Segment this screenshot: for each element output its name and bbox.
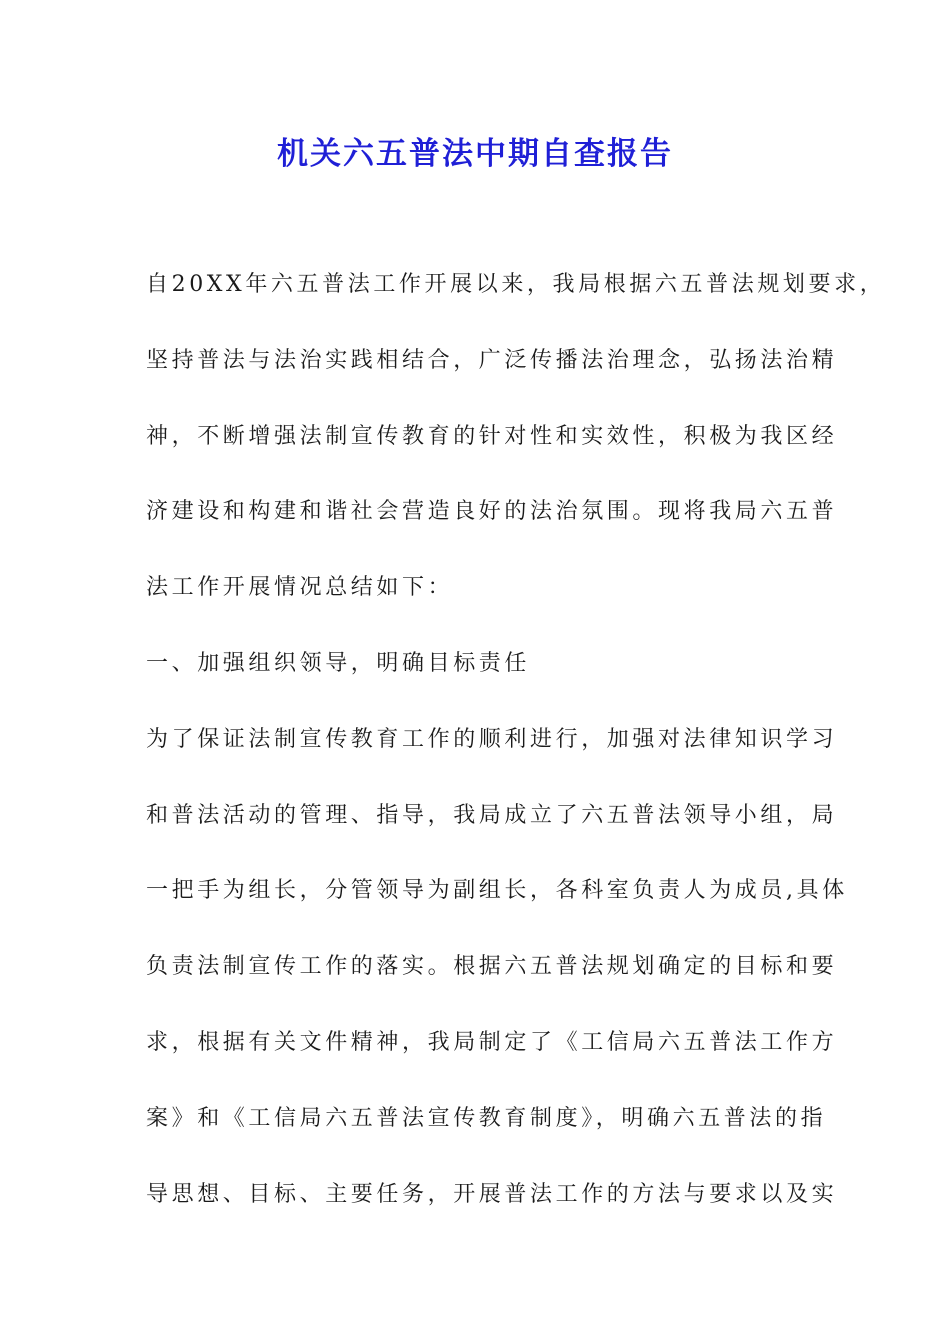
body-line: 济建设和构建和谐社会营造良好的法治氛围。现将我局六五普 [146, 499, 838, 525]
body-line: 自20XX年六五普法工作开展以来，我局根据六五普法规划要求， [146, 272, 886, 297]
body-line: 为了保证法制宣传教育工作的顺利进行，加强对法律知识学习 [146, 726, 838, 752]
document-body [146, 262, 886, 1247]
body-line: 坚持普法与法治实践相结合，广泛传播法治理念，弘扬法治精 [146, 347, 838, 373]
section-heading: 一、加强组织领导，明确目标责任 [146, 650, 531, 676]
body-line: 负责法制宣传工作的落实。根据六五普法规划确定的目标和要 [146, 954, 838, 980]
body-line: 求，根据有关文件精神，我局制定了《工信局六五普法工作方 [146, 1029, 838, 1055]
document-title: 机关六五普法中期自查报告 [277, 136, 673, 172]
body-line: 导思想、目标、主要任务，开展普法工作的方法与要求以及实 [146, 1181, 838, 1207]
body-line: 一把手为组长，分管领导为副组长，各科室负责人为成员,具体 [146, 878, 848, 904]
body-line: 案》和《工信局六五普法宣传教育制度》，明确六五普法的指 [146, 1105, 827, 1131]
body-line: 神，不断增强法制宣传教育的针对性和实效性，积极为我区经 [146, 423, 838, 449]
body-line: 和普法活动的管理、指导，我局成立了六五普法领导小组，局 [146, 802, 838, 828]
body-line: 法工作开展情况总结如下： [146, 575, 454, 601]
